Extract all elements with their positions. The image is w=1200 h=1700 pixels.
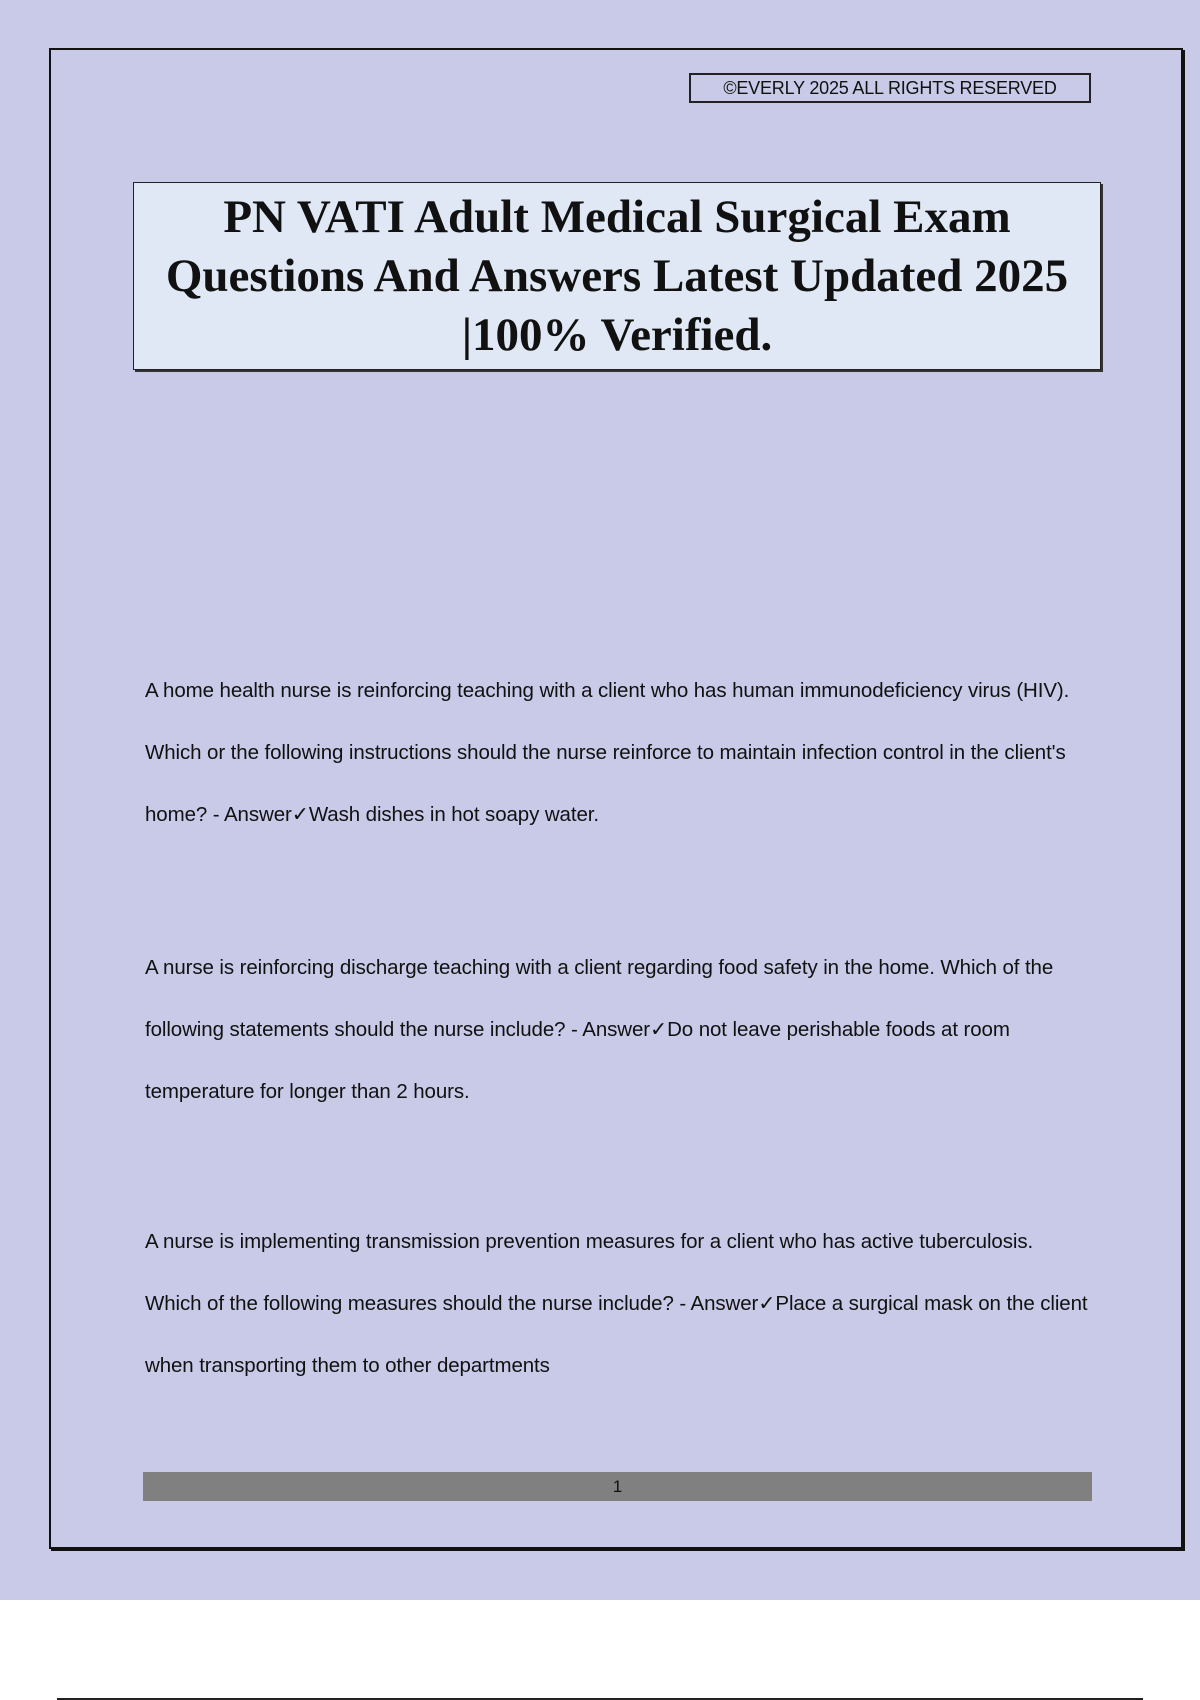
qa-item — [145, 1211, 1095, 1397]
title-box — [133, 182, 1101, 370]
check-icon: ✓ — [291, 803, 309, 826]
question-text: A nurse is implementing transmission prevention measures for a client who has active tuberculosis. Which of the following measures should the nurse include? - Answer — [145, 1230, 1034, 1315]
question-text: A nurse is reinforcing discharge teaching with a client regarding food safety in the home. Which of the following statements should the nurse include? - Answer — [145, 956, 1054, 1041]
qa-item — [145, 937, 1095, 1123]
title-line-3: |100% Verified. — [461, 308, 773, 361]
page-number: 1 — [612, 1476, 623, 1496]
title-line-2: Questions And Answers Latest Updated 2025 — [165, 249, 1069, 302]
answer-text: Do not leave perishable foods at room temperature for longer than 2 hours. — [145, 1018, 1010, 1103]
check-icon: ✓ — [758, 1292, 776, 1315]
copyright-notice: ©EVERLY 2025 ALL RIGHTS RESERVED — [689, 73, 1091, 103]
answer-text: Wash dishes in hot soapy water. — [308, 803, 599, 826]
title-line-1: PN VATI Adult Medical Surgical Exam — [223, 190, 1011, 243]
page-footer-bar — [143, 1472, 1092, 1501]
question-text: A home health nurse is reinforcing teaching with a client who has human immunodeficiency virus (HIV). Which or the following instructions should the nurse reinforce to maintain infection control in the client's home? - Answer — [145, 679, 1070, 826]
check-icon: ✓ — [650, 1018, 668, 1041]
page-title — [158, 188, 1076, 365]
answer-text: Place a surgical mask on the client when transporting them to other departments — [145, 1292, 1088, 1377]
qa-item — [145, 660, 1095, 846]
